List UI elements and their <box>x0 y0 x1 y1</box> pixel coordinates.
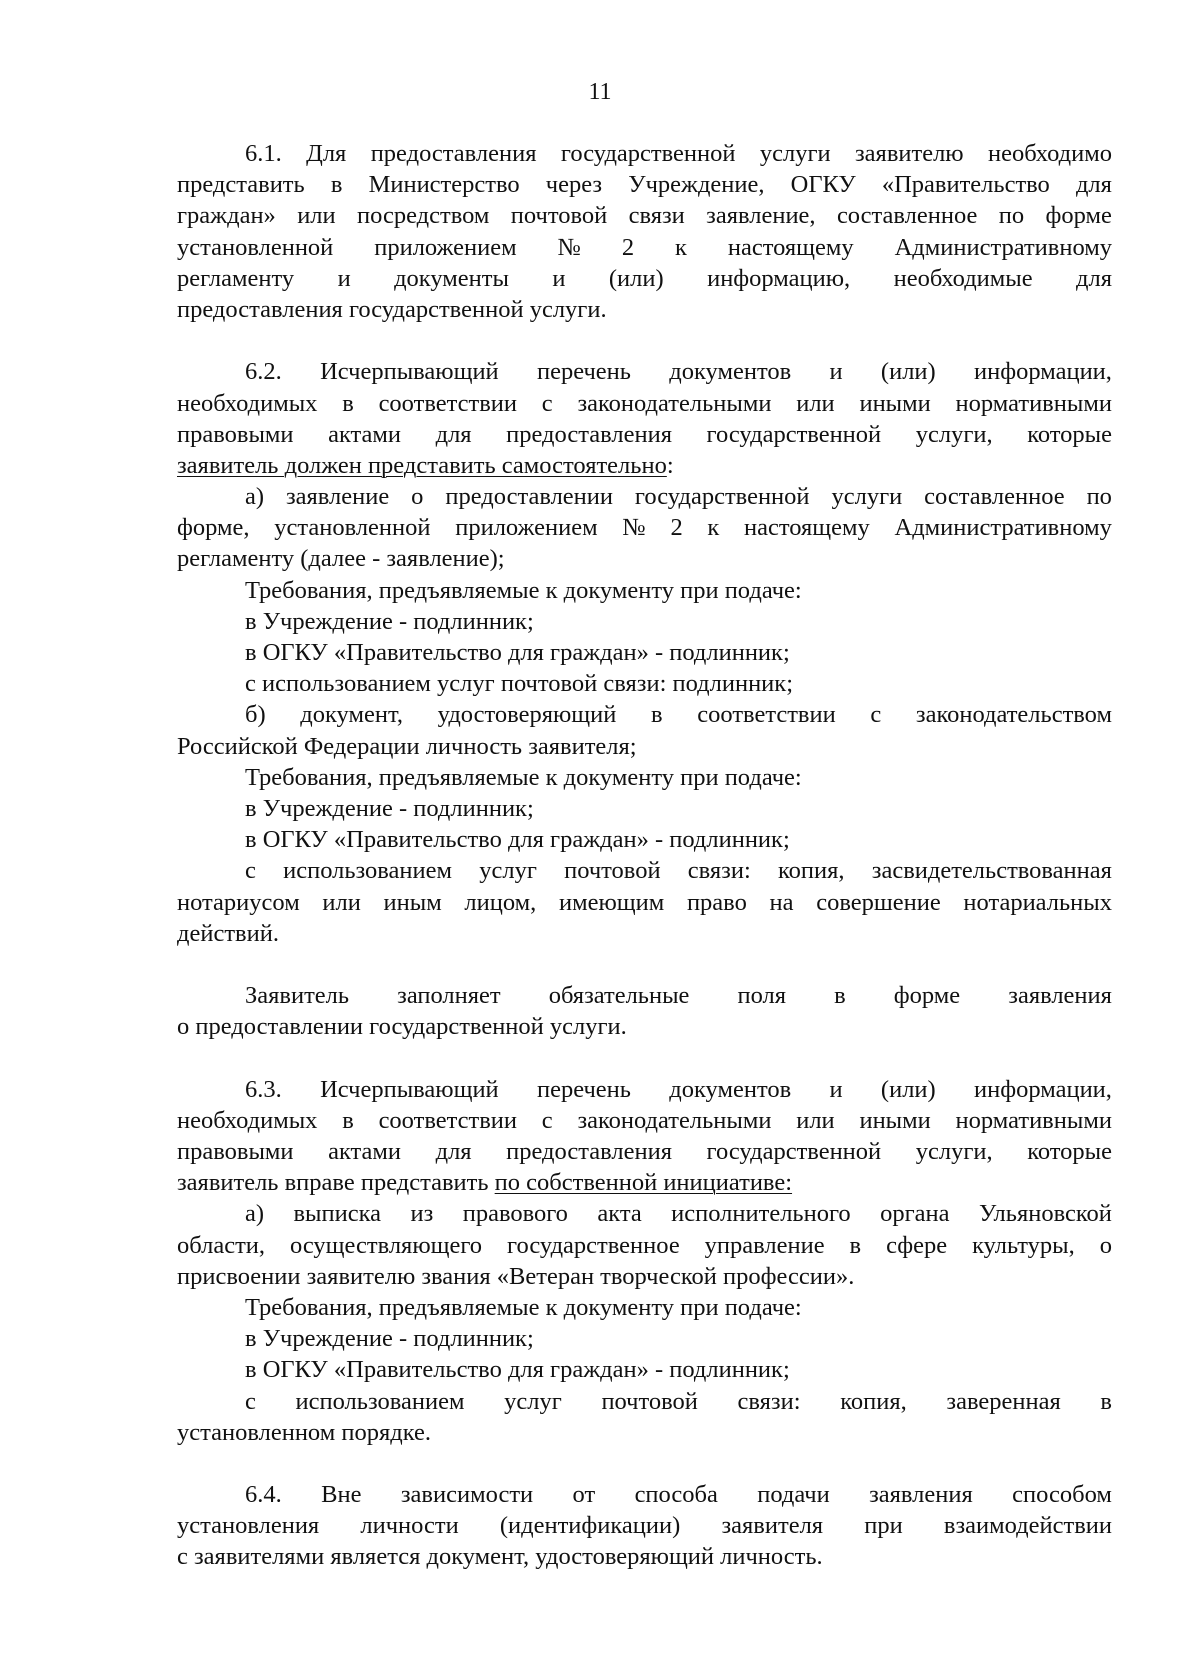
word: 6.3. <box>245 1075 282 1103</box>
word: или <box>796 1106 835 1134</box>
word: регламенту <box>177 264 295 292</box>
word: почтовой <box>510 202 608 230</box>
text-line: о предоставлении государственной услуги. <box>177 1013 627 1041</box>
word: информацию, <box>707 264 851 292</box>
word: или <box>796 389 835 417</box>
word: почтовой <box>564 857 661 885</box>
text-line <box>177 512 1112 543</box>
text-line <box>177 388 1112 419</box>
paragraph-6-2 <box>177 356 1112 949</box>
word: граждан» <box>177 202 276 230</box>
word: форме, <box>177 514 250 542</box>
text-line <box>177 887 1112 918</box>
word: о <box>1099 1231 1112 1259</box>
underlined-phrase: по собственной инициативе: <box>494 1169 793 1197</box>
word: настоящему <box>727 233 854 261</box>
text-line <box>177 1198 1112 1229</box>
word: из <box>410 1200 434 1228</box>
word: установленной <box>274 514 431 542</box>
word: связи: <box>687 857 751 885</box>
word: 2 <box>670 514 683 542</box>
word: с <box>541 389 553 417</box>
word: государственной <box>634 483 810 511</box>
word: (или) <box>608 264 664 292</box>
word: ОГКУ <box>790 171 856 199</box>
word: с <box>541 1106 553 1134</box>
text-line <box>177 481 1112 512</box>
word: в <box>330 171 343 199</box>
word: в <box>834 982 846 1010</box>
text-line: установленном порядке. <box>177 1418 431 1446</box>
word: подачи <box>757 1481 830 1509</box>
word: удостоверяющий <box>437 701 617 729</box>
word: сфере <box>886 1231 948 1259</box>
word: органа <box>880 1200 950 1228</box>
word: посредством <box>357 202 490 230</box>
word: составленное <box>924 483 1065 511</box>
word: иным <box>383 888 442 916</box>
word: документы <box>394 264 509 292</box>
word: на <box>769 888 794 916</box>
word: копия, <box>840 1387 907 1415</box>
text-line <box>177 1105 1112 1136</box>
word: приложением <box>455 514 598 542</box>
page-number: 11 <box>588 79 612 105</box>
word: Административному <box>894 514 1112 542</box>
word: право <box>686 888 747 916</box>
text-line: Требования, предъявляемые к документу при подаче: <box>245 576 802 604</box>
word: предоставлении <box>445 483 613 511</box>
word: области, <box>177 1231 266 1259</box>
word: перечень <box>536 358 631 386</box>
word: с <box>870 701 882 729</box>
document-body <box>177 138 1112 1573</box>
word: предоставления <box>370 140 537 167</box>
text-line: с использованием услуг почтовой связи: подлинник; <box>245 670 794 698</box>
word: заявление, <box>706 202 816 230</box>
word: предоставления <box>506 420 672 448</box>
text-line <box>177 1479 1112 1510</box>
word: Административному <box>894 233 1112 261</box>
word: Заявитель <box>245 982 350 1010</box>
text-line <box>177 855 1112 886</box>
word: связи <box>628 202 685 230</box>
word: заявления <box>869 1481 973 1509</box>
word: к <box>707 514 720 542</box>
text-line <box>177 169 1112 200</box>
word: лицом, <box>464 888 537 916</box>
word: (или) <box>880 358 936 386</box>
text-line: заявитель должен представить самостоятельно: <box>177 451 674 479</box>
word: законодательными <box>577 1106 772 1134</box>
word: (идентификации) <box>499 1512 681 1540</box>
word: составленное <box>836 202 978 230</box>
word: заявителя <box>721 1512 824 1540</box>
word: необходимые <box>893 264 1033 292</box>
word: документ, <box>300 701 403 729</box>
word: 6.1. <box>245 140 282 167</box>
word: заявителю <box>855 140 964 167</box>
word: в <box>849 1231 862 1259</box>
word: к <box>675 233 687 261</box>
text-line <box>177 1136 1112 1167</box>
word: государственной <box>706 1138 882 1165</box>
text-line <box>177 263 1112 294</box>
word: заявление <box>285 483 390 511</box>
word: и <box>829 1075 843 1103</box>
word: соответствии <box>378 389 517 417</box>
text-line <box>177 419 1112 450</box>
word: Для <box>306 140 347 167</box>
text-line <box>177 356 1112 387</box>
word: почтовой <box>601 1387 698 1415</box>
word: услуги <box>759 140 831 167</box>
word: документов <box>669 358 792 386</box>
text-line <box>177 232 1112 263</box>
word: предоставления <box>506 1138 672 1165</box>
word: услуг <box>479 857 537 885</box>
word: соответствии <box>697 701 836 729</box>
word: законодательными <box>577 389 772 417</box>
word: имеющим <box>558 888 665 916</box>
word: для <box>1076 264 1112 292</box>
text-line: в ОГКУ «Правительство для граждан» - подлинник; <box>245 1356 790 1384</box>
word: нотариальных <box>963 888 1112 916</box>
word: которые <box>1027 420 1112 448</box>
word: или <box>322 888 361 916</box>
word: личности <box>360 1512 459 1540</box>
text-line: Требования, предъявляемые к документу при подаче: <box>245 1293 802 1321</box>
word: по <box>1086 483 1112 511</box>
word: Ульяновской <box>978 1200 1112 1228</box>
word: иными <box>859 389 931 417</box>
word: услуги, <box>915 420 993 448</box>
word: форме <box>1045 202 1112 230</box>
text-line <box>177 200 1112 231</box>
text-line: в Учреждение - подлинник; <box>245 794 534 822</box>
word: иными <box>859 1106 931 1134</box>
word: а) <box>245 1200 265 1228</box>
word: способом <box>1012 1481 1112 1509</box>
word: Исчерпывающий <box>320 1075 499 1103</box>
text-line: с заявителями является документ, удостоверяющий личность. <box>177 1543 823 1571</box>
text-line <box>177 980 1112 1011</box>
word: управление <box>704 1231 825 1259</box>
word: способа <box>634 1481 718 1509</box>
word: в <box>1100 1387 1112 1415</box>
word: взаимодействии <box>943 1512 1112 1540</box>
word: Исчерпывающий <box>320 358 499 386</box>
word: представить <box>177 171 305 199</box>
word: № <box>557 233 581 261</box>
word: исполнительного <box>671 1200 851 1228</box>
word: и <box>829 358 843 386</box>
word: о <box>411 483 424 511</box>
word: установления <box>177 1512 320 1540</box>
word: или <box>297 202 336 230</box>
word: заявления <box>1008 982 1112 1010</box>
word: для <box>1075 171 1112 199</box>
text-line: Российской Федерации личность заявителя; <box>177 732 637 760</box>
word: заполняет <box>397 982 501 1010</box>
paragraph-fill-fields <box>177 980 1112 1042</box>
word: с <box>245 857 256 885</box>
word: необходимо <box>987 140 1112 167</box>
word: настоящему <box>744 514 870 542</box>
word: а) <box>245 483 265 511</box>
word: от <box>572 1481 596 1509</box>
word: совершение <box>816 888 941 916</box>
text-line: предоставления государственной услуги. <box>177 295 607 323</box>
word: информации, <box>974 358 1112 386</box>
word: государственной <box>560 140 736 167</box>
word: и <box>337 264 351 292</box>
word: использованием <box>295 1387 465 1415</box>
text-line <box>177 1386 1112 1417</box>
word: документов <box>669 1075 792 1103</box>
word: государственное <box>507 1231 680 1259</box>
text-line <box>177 699 1112 730</box>
word: информации, <box>974 1075 1112 1103</box>
word: форме <box>893 982 961 1010</box>
word: необходимых <box>177 1106 318 1134</box>
word: которые <box>1027 1138 1112 1165</box>
text-line: в Учреждение - подлинник; <box>245 1325 534 1353</box>
word: соответствии <box>378 1106 517 1134</box>
word: в <box>651 701 663 729</box>
paragraph-6-4 <box>177 1479 1112 1573</box>
text-line: регламенту (далее - заявление); <box>177 545 505 573</box>
text-line: действий. <box>177 919 279 947</box>
text-line: заявитель вправе представить по собственной инициативе: <box>177 1169 793 1197</box>
word: Вне <box>321 1481 362 1509</box>
word: приложением <box>374 233 517 261</box>
word: 6.4. <box>245 1481 282 1509</box>
paragraph-6-3 <box>177 1074 1112 1448</box>
text-line: в ОГКУ «Правительство для граждан» - подлинник; <box>245 639 790 666</box>
word: через <box>545 171 603 199</box>
word: «Правительство <box>881 171 1050 199</box>
word: законодательством <box>915 701 1112 729</box>
word: осуществляющего <box>289 1231 483 1259</box>
word: обязательные <box>548 982 690 1010</box>
word: правовыми <box>177 420 294 448</box>
text-line: присвоении заявителю звания «Ветеран творческой профессии». <box>177 1262 855 1290</box>
word: перечень <box>536 1075 631 1103</box>
text-line: Требования, предъявляемые к документу при подаче: <box>245 763 802 791</box>
word: актами <box>328 1138 402 1165</box>
word: Учреждение, <box>628 171 765 199</box>
word: 2 <box>621 233 635 261</box>
word: актами <box>328 420 402 448</box>
word: для <box>435 420 472 448</box>
word: нормативными <box>955 389 1112 417</box>
word: государственной <box>706 420 882 448</box>
word: 6.2. <box>245 358 282 386</box>
text-line <box>177 1230 1112 1261</box>
word: по <box>998 202 1025 230</box>
word: (или) <box>880 1075 936 1103</box>
word: с <box>245 1387 256 1415</box>
word: связи: <box>737 1387 801 1415</box>
text-line <box>177 138 1112 169</box>
word: в <box>342 389 354 417</box>
word: № <box>622 514 646 542</box>
word: установленной <box>177 233 334 261</box>
word: акта <box>597 1200 642 1228</box>
word: правовыми <box>177 1138 294 1165</box>
word: услуг <box>504 1387 562 1415</box>
word: необходимых <box>177 389 318 417</box>
word: б) <box>245 701 266 729</box>
word: зависимости <box>400 1481 534 1509</box>
word: засвидетельствованная <box>871 857 1112 885</box>
text-line <box>177 1074 1112 1105</box>
word: в <box>342 1106 354 1134</box>
word: и <box>552 264 566 292</box>
word: услуги, <box>915 1138 993 1165</box>
word: заверенная <box>946 1387 1061 1415</box>
word: для <box>435 1138 472 1165</box>
word: правового <box>462 1200 568 1228</box>
word: нормативными <box>955 1106 1112 1134</box>
word: использованием <box>283 857 453 885</box>
text-line <box>177 1510 1112 1541</box>
text-line: в Учреждение - подлинник; <box>245 607 534 635</box>
word: услуги <box>831 483 903 511</box>
paragraph-6-1 <box>177 138 1112 325</box>
word: поля <box>737 982 787 1010</box>
word: культуры, <box>972 1231 1075 1259</box>
word: нотариусом <box>177 888 300 916</box>
text-line: в ОГКУ «Правительство для граждан» - подлинник; <box>245 826 790 854</box>
word: выписка <box>293 1200 382 1228</box>
word: Министерство <box>368 171 520 199</box>
underlined-phrase: заявитель должен представить самостоятельно <box>177 451 667 479</box>
word: копия, <box>778 857 845 885</box>
word: при <box>864 1512 903 1540</box>
